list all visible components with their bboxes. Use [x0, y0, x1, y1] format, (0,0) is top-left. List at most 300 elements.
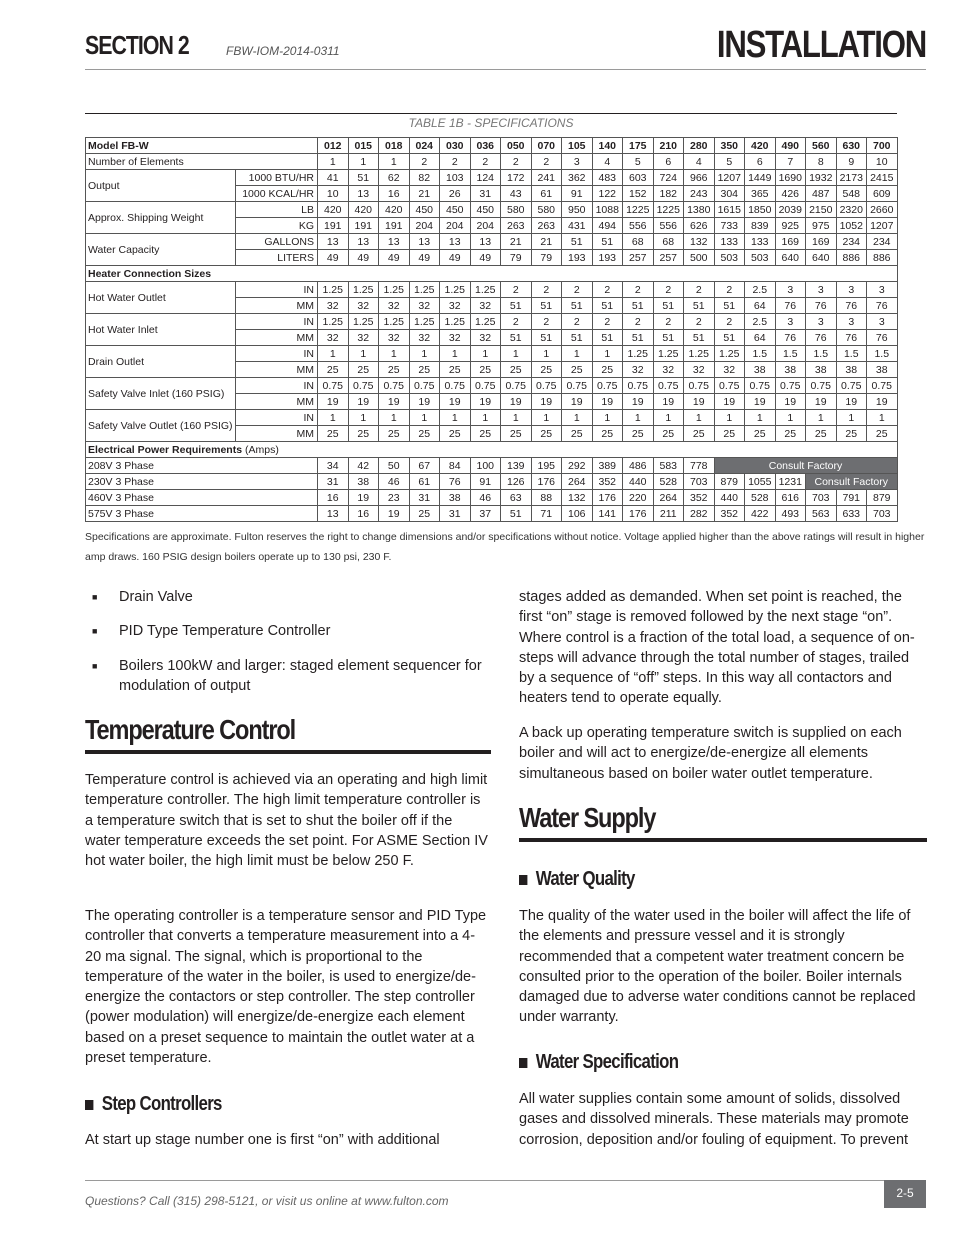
model-number-cell: 015 [348, 138, 379, 154]
unit-cell: MM [236, 298, 318, 314]
hot-water-inlet-cell: 2 [592, 314, 623, 330]
power-cell: 132 [562, 490, 593, 506]
hot-water-outlet-cell: 51 [562, 298, 593, 314]
safety-valve-inlet-cell: 0.75 [348, 378, 379, 394]
section-heading-row [86, 266, 898, 282]
document-id: FBW-IOM-2014-0311 [226, 44, 340, 58]
safety-valve-outlet-cell: 25 [806, 426, 837, 442]
hot-water-inlet-cell: 1.25 [440, 314, 471, 330]
drain-outlet-cell: 32 [714, 362, 745, 378]
power-cell: 106 [562, 506, 593, 522]
hot-water-inlet-cell: 64 [745, 330, 776, 346]
water-cell: 68 [623, 234, 654, 250]
model-number-cell: 024 [409, 138, 440, 154]
output-cell: 16 [379, 186, 410, 202]
safety-valve-inlet-cell: 0.75 [684, 378, 715, 394]
list-item [92, 587, 492, 607]
weight-cell: 431 [562, 218, 593, 234]
drain-outlet-cell: 38 [806, 362, 837, 378]
safety-valve-inlet-cell: 0.75 [714, 378, 745, 394]
safety-valve-inlet-cell: 19 [836, 394, 867, 410]
weight-cell: 191 [318, 218, 349, 234]
hot-water-inlet-cell: 2 [653, 314, 684, 330]
unit-cell: IN [236, 410, 318, 426]
power-cell: 264 [653, 490, 684, 506]
water-cell: 133 [745, 234, 776, 250]
safety-valve-inlet-cell: 19 [714, 394, 745, 410]
elements-cell: 5 [623, 154, 654, 170]
weight-cell: 839 [745, 218, 776, 234]
drain-outlet-cell: 1.5 [806, 346, 837, 362]
consult-factory-cell: Consult Factory [714, 458, 897, 474]
safety-valve-outlet-cell: 25 [653, 426, 684, 442]
output-cell: 548 [836, 186, 867, 202]
safety-valve-outlet-cell: 25 [409, 426, 440, 442]
safety-valve-inlet-cell: 19 [501, 394, 532, 410]
page-title: INSTALLATION [716, 24, 926, 66]
unit-cell: KG [236, 218, 318, 234]
safety-valve-inlet-cell: 19 [409, 394, 440, 410]
drain-outlet-cell: 1 [318, 346, 349, 362]
weight-cell: 1615 [714, 202, 745, 218]
unit-cell: IN [236, 314, 318, 330]
row-label-cell: Safety Valve Outlet (160 PSIG) [86, 410, 236, 442]
drain-outlet-cell: 1 [409, 346, 440, 362]
water-cell: 13 [470, 234, 501, 250]
unit-cell: GALLONS [236, 234, 318, 250]
safety-valve-outlet-cell: 1 [867, 410, 898, 426]
water-cell: 13 [318, 234, 349, 250]
hot-water-inlet-cell: 3 [775, 314, 806, 330]
drain-outlet-cell: 25 [440, 362, 471, 378]
weight-cell: 2150 [806, 202, 837, 218]
hot-water-inlet-cell: 3 [806, 314, 837, 330]
safety-valve-inlet-cell: 0.75 [836, 378, 867, 394]
safety-valve-outlet-cell: 25 [470, 426, 501, 442]
power-cell: 292 [562, 458, 593, 474]
table-row [86, 202, 898, 218]
hot-water-inlet-cell: 1.25 [348, 314, 379, 330]
hot-water-outlet-cell: 76 [806, 298, 837, 314]
square-bullet-icon: ■ [92, 592, 98, 602]
model-number-cell: 630 [836, 138, 867, 154]
power-cell: 616 [775, 490, 806, 506]
power-cell: 389 [592, 458, 623, 474]
weight-cell: 450 [409, 202, 440, 218]
water-cell: 169 [806, 234, 837, 250]
table-row [86, 378, 898, 394]
drain-outlet-cell: 1 [592, 346, 623, 362]
drain-outlet-cell: 25 [348, 362, 379, 378]
weight-cell: 420 [379, 202, 410, 218]
power-cell: 440 [714, 490, 745, 506]
unit-cell: MM [236, 330, 318, 346]
drain-outlet-cell: 38 [867, 362, 898, 378]
consult-factory-cell: Consult Factory [806, 474, 898, 490]
safety-valve-outlet-cell: 25 [623, 426, 654, 442]
row-label-cell: Number of Elements [86, 154, 318, 170]
drain-outlet-cell: 25 [562, 362, 593, 378]
power-cell: 37 [470, 506, 501, 522]
elements-cell: 6 [653, 154, 684, 170]
water-cell: 500 [684, 250, 715, 266]
output-cell: 26 [440, 186, 471, 202]
power-cell: 282 [684, 506, 715, 522]
hot-water-outlet-cell: 2 [623, 282, 654, 298]
weight-cell: 450 [470, 202, 501, 218]
safety-valve-outlet-cell: 1 [501, 410, 532, 426]
drain-outlet-cell: 1.5 [836, 346, 867, 362]
elements-cell: 1 [379, 154, 410, 170]
hot-water-inlet-cell: 51 [501, 330, 532, 346]
drain-outlet-cell: 1 [379, 346, 410, 362]
model-number-cell: 280 [684, 138, 715, 154]
safety-valve-inlet-cell: 19 [562, 394, 593, 410]
power-cell: 141 [592, 506, 623, 522]
output-cell: 31 [470, 186, 501, 202]
hot-water-outlet-cell: 32 [379, 298, 410, 314]
hot-water-outlet-cell: 32 [470, 298, 501, 314]
hot-water-inlet-cell: 76 [775, 330, 806, 346]
output-cell: 21 [409, 186, 440, 202]
unit-cell: LB [236, 202, 318, 218]
output-cell: 41 [318, 170, 349, 186]
power-cell: 34 [318, 458, 349, 474]
safety-valve-outlet-cell: 25 [348, 426, 379, 442]
safety-valve-inlet-cell: 19 [684, 394, 715, 410]
water-cell: 51 [592, 234, 623, 250]
bullet-text: PID Type Temperature Controller [119, 623, 331, 640]
elements-cell: 2 [440, 154, 471, 170]
safety-valve-inlet-cell: 19 [653, 394, 684, 410]
hot-water-inlet-cell: 32 [409, 330, 440, 346]
safety-valve-inlet-cell: 0.75 [653, 378, 684, 394]
row-label-cell: Hot Water Outlet [86, 282, 236, 314]
hot-water-outlet-cell: 2 [562, 282, 593, 298]
hot-water-outlet-cell: 51 [623, 298, 654, 314]
power-cell: 63 [501, 490, 532, 506]
power-cell: 879 [867, 490, 898, 506]
water-specification-paragraph: All water supplies contain some amount of solids, dissolved gases and dissolved minerals. These materials may promote corrosion, deposition and/or fouling of equipment. To prevent [519, 1091, 909, 1148]
square-bullet-icon: ■ [92, 660, 98, 671]
hot-water-outlet-cell: 1.25 [440, 282, 471, 298]
hot-water-inlet-cell: 32 [440, 330, 471, 346]
list-item [92, 656, 492, 697]
power-cell: 703 [806, 490, 837, 506]
table-row [86, 314, 898, 330]
power-cell: 563 [806, 506, 837, 522]
power-cell: 220 [623, 490, 654, 506]
power-cell: 126 [501, 474, 532, 490]
safety-valve-inlet-cell: 0.75 [592, 378, 623, 394]
safety-valve-outlet-cell: 1 [440, 410, 471, 426]
temperature-control-paragraph-1: Temperature control is achieved via an operating and high limit temperature controller. The high limit temperature controller is a temperature switch that is set to shut the boiler off if the water temperature exceeds the set point. For ASME Section IV hot water boiler, the high limit must be below 250 F. [85, 772, 488, 870]
hot-water-outlet-cell: 3 [775, 282, 806, 298]
table-row [86, 458, 898, 474]
section-heading-row [86, 442, 898, 458]
drain-outlet-cell: 1 [501, 346, 532, 362]
weight-cell: 1850 [745, 202, 776, 218]
elements-cell: 1 [318, 154, 349, 170]
weight-cell: 1052 [836, 218, 867, 234]
output-cell: 426 [775, 186, 806, 202]
elements-cell: 2 [531, 154, 562, 170]
power-cell: 486 [623, 458, 654, 474]
safety-valve-inlet-cell: 19 [775, 394, 806, 410]
hot-water-outlet-cell: 51 [531, 298, 562, 314]
power-cell: 778 [684, 458, 715, 474]
power-cell: 38 [348, 474, 379, 490]
weight-cell: 733 [714, 218, 745, 234]
output-cell: 243 [684, 186, 715, 202]
output-cell: 365 [745, 186, 776, 202]
hot-water-outlet-cell: 1.25 [409, 282, 440, 298]
hot-water-inlet-cell: 32 [318, 330, 349, 346]
hot-water-inlet-cell: 51 [531, 330, 562, 346]
output-cell: 43 [501, 186, 532, 202]
water-cell: 234 [867, 234, 898, 250]
weight-cell: 420 [348, 202, 379, 218]
table-caption: TABLE 1B - SPECIFICATIONS [408, 116, 574, 130]
model-number-cell: 050 [501, 138, 532, 154]
safety-valve-inlet-cell: 0.75 [806, 378, 837, 394]
weight-cell: 2320 [836, 202, 867, 218]
hot-water-inlet-cell: 51 [592, 330, 623, 346]
hot-water-inlet-cell: 1.25 [379, 314, 410, 330]
power-cell: 422 [745, 506, 776, 522]
power-cell: 19 [348, 490, 379, 506]
water-cell: 886 [867, 250, 898, 266]
weight-cell: 420 [318, 202, 349, 218]
table-header-row [86, 138, 898, 154]
water-cell: 79 [501, 250, 532, 266]
water-cell: 13 [348, 234, 379, 250]
weight-cell: 263 [501, 218, 532, 234]
safety-valve-inlet-cell: 19 [531, 394, 562, 410]
hot-water-outlet-cell: 32 [318, 298, 349, 314]
weight-cell: 1225 [623, 202, 654, 218]
step-controllers-paragraph: At start up stage number one is first “on” with additional [85, 1132, 440, 1148]
output-cell: 61 [531, 186, 562, 202]
safety-valve-inlet-cell: 0.75 [501, 378, 532, 394]
safety-valve-outlet-cell: 25 [836, 426, 867, 442]
elements-cell: 4 [592, 154, 623, 170]
footer-rule [85, 1180, 926, 1181]
power-cell: 38 [440, 490, 471, 506]
model-number-cell: 700 [867, 138, 898, 154]
power-cell: 703 [684, 474, 715, 490]
drain-outlet-cell: 1.25 [684, 346, 715, 362]
safety-valve-outlet-cell: 1 [318, 410, 349, 426]
hot-water-inlet-cell: 2 [531, 314, 562, 330]
power-cell: 791 [836, 490, 867, 506]
elements-cell: 5 [714, 154, 745, 170]
weight-cell: 1207 [867, 218, 898, 234]
safety-valve-outlet-cell: 1 [348, 410, 379, 426]
heading-rule [85, 750, 491, 754]
model-number-cell: 490 [775, 138, 806, 154]
elements-cell: 10 [867, 154, 898, 170]
output-cell: 609 [867, 186, 898, 202]
safety-valve-outlet-cell: 1 [531, 410, 562, 426]
output-cell: 13 [348, 186, 379, 202]
power-cell: 42 [348, 458, 379, 474]
output-cell: 1932 [806, 170, 837, 186]
power-cell: 528 [745, 490, 776, 506]
safety-valve-outlet-cell: 25 [531, 426, 562, 442]
safety-valve-inlet-cell: 0.75 [745, 378, 776, 394]
water-specification-heading: Water Specification [519, 1051, 678, 1074]
weight-cell: 925 [775, 218, 806, 234]
section-heading-cell: Electrical Power Requirements (Amps) [86, 442, 898, 458]
drain-outlet-cell: 1.25 [623, 346, 654, 362]
drain-outlet-cell: 1 [562, 346, 593, 362]
safety-valve-outlet-cell: 25 [867, 426, 898, 442]
hot-water-outlet-cell: 2 [684, 282, 715, 298]
safety-valve-inlet-cell: 0.75 [623, 378, 654, 394]
power-cell: 46 [379, 474, 410, 490]
output-cell: 182 [653, 186, 684, 202]
power-cell: 211 [653, 506, 684, 522]
power-cell: 61 [409, 474, 440, 490]
power-cell: 25 [409, 506, 440, 522]
hot-water-inlet-cell: 51 [714, 330, 745, 346]
square-bullet-icon: ■ [92, 626, 98, 637]
safety-valve-inlet-cell: 0.75 [379, 378, 410, 394]
power-cell: 31 [440, 506, 471, 522]
elements-cell: 2 [470, 154, 501, 170]
drain-outlet-cell: 38 [745, 362, 776, 378]
power-cell: 88 [531, 490, 562, 506]
elements-cell: 2 [409, 154, 440, 170]
safety-valve-inlet-cell: 19 [379, 394, 410, 410]
water-cell: 640 [775, 250, 806, 266]
water-cell: 132 [684, 234, 715, 250]
temperature-control-paragraph-2: The operating controller is a temperature sensor and PID Type controller that converts a temperature measurement into a 4-20 ma signal. The signal, which is proportional to the temperature of the water in the boiler, is used to energize/de-energize the contactors or step controller. The step controller (power modulation) will energize/de-energize each element based on a preset sequence to maintain the outlet water at a preset temperature. [85, 908, 487, 1067]
safety-valve-outlet-cell: 25 [562, 426, 593, 442]
drain-outlet-cell: 25 [531, 362, 562, 378]
safety-valve-inlet-cell: 19 [867, 394, 898, 410]
specifications-table [85, 137, 898, 522]
drain-outlet-cell: 1.25 [653, 346, 684, 362]
hot-water-outlet-cell: 1.25 [379, 282, 410, 298]
safety-valve-outlet-cell: 1 [562, 410, 593, 426]
water-cell: 503 [745, 250, 776, 266]
step-controllers-heading: Step Controllers [85, 1093, 222, 1116]
hot-water-outlet-cell: 1.25 [470, 282, 501, 298]
output-cell: 487 [806, 186, 837, 202]
row-label-cell: Safety Valve Inlet (160 PSIG) [86, 378, 236, 410]
weight-cell: 191 [348, 218, 379, 234]
output-cell: 103 [440, 170, 471, 186]
safety-valve-outlet-cell: 1 [775, 410, 806, 426]
weight-cell: 191 [379, 218, 410, 234]
safety-valve-inlet-cell: 0.75 [531, 378, 562, 394]
safety-valve-inlet-cell: 0.75 [562, 378, 593, 394]
water-cell: 21 [501, 234, 532, 250]
power-cell: 176 [531, 474, 562, 490]
hot-water-outlet-cell: 1.25 [348, 282, 379, 298]
bullet-text: Drain Valve [119, 589, 193, 605]
power-cell: 19 [379, 506, 410, 522]
row-label-cell: 575V 3 Phase [86, 506, 318, 522]
power-cell: 633 [836, 506, 867, 522]
hot-water-outlet-cell: 51 [684, 298, 715, 314]
table-row [86, 474, 898, 490]
water-cell: 49 [440, 250, 471, 266]
weight-cell: 556 [653, 218, 684, 234]
safety-valve-inlet-cell: 0.75 [775, 378, 806, 394]
header-rule [85, 69, 926, 70]
hot-water-inlet-cell: 2 [684, 314, 715, 330]
power-cell: 51 [501, 506, 532, 522]
hot-water-inlet-cell: 1.25 [470, 314, 501, 330]
power-cell: 84 [440, 458, 471, 474]
safety-valve-inlet-cell: 0.75 [409, 378, 440, 394]
safety-valve-outlet-cell: 1 [623, 410, 654, 426]
power-cell: 352 [684, 490, 715, 506]
safety-valve-outlet-cell: 1 [684, 410, 715, 426]
safety-valve-outlet-cell: 1 [745, 410, 776, 426]
water-cell: 49 [470, 250, 501, 266]
hot-water-outlet-cell: 3 [836, 282, 867, 298]
hot-water-inlet-cell: 76 [867, 330, 898, 346]
water-cell: 49 [379, 250, 410, 266]
hot-water-inlet-cell: 2 [501, 314, 532, 330]
water-cell: 49 [409, 250, 440, 266]
safety-valve-outlet-cell: 25 [745, 426, 776, 442]
output-cell: 362 [562, 170, 593, 186]
safety-valve-inlet-cell: 19 [806, 394, 837, 410]
drain-outlet-cell: 32 [653, 362, 684, 378]
safety-valve-inlet-cell: 19 [348, 394, 379, 410]
square-bullet-icon [519, 1058, 527, 1068]
drain-outlet-cell: 1 [470, 346, 501, 362]
safety-valve-outlet-cell: 1 [470, 410, 501, 426]
output-cell: 2415 [867, 170, 898, 186]
power-cell: 23 [379, 490, 410, 506]
safety-valve-outlet-cell: 25 [714, 426, 745, 442]
power-cell: 1055 [745, 474, 776, 490]
model-header-cell: Model FB-W [86, 138, 318, 154]
hot-water-inlet-cell: 1.25 [318, 314, 349, 330]
safety-valve-outlet-cell: 25 [501, 426, 532, 442]
output-cell: 1449 [745, 170, 776, 186]
hot-water-inlet-cell: 32 [470, 330, 501, 346]
water-cell: 51 [562, 234, 593, 250]
water-cell: 257 [653, 250, 684, 266]
safety-valve-outlet-cell: 1 [806, 410, 837, 426]
power-cell: 583 [653, 458, 684, 474]
row-label-cell: 230V 3 Phase [86, 474, 318, 490]
weight-cell: 626 [684, 218, 715, 234]
hot-water-inlet-cell: 51 [623, 330, 654, 346]
drain-outlet-cell: 1 [348, 346, 379, 362]
hot-water-inlet-cell: 3 [867, 314, 898, 330]
water-cell: 886 [836, 250, 867, 266]
power-cell: 176 [592, 490, 623, 506]
power-cell: 100 [470, 458, 501, 474]
hot-water-inlet-cell: 32 [348, 330, 379, 346]
safety-valve-outlet-cell: 25 [592, 426, 623, 442]
weight-cell: 975 [806, 218, 837, 234]
hot-water-outlet-cell: 3 [806, 282, 837, 298]
model-number-cell: 560 [806, 138, 837, 154]
drain-outlet-cell: 25 [409, 362, 440, 378]
hot-water-outlet-cell: 2 [653, 282, 684, 298]
unit-cell: 1000 KCAL/HR [236, 186, 318, 202]
unit-cell: MM [236, 426, 318, 442]
